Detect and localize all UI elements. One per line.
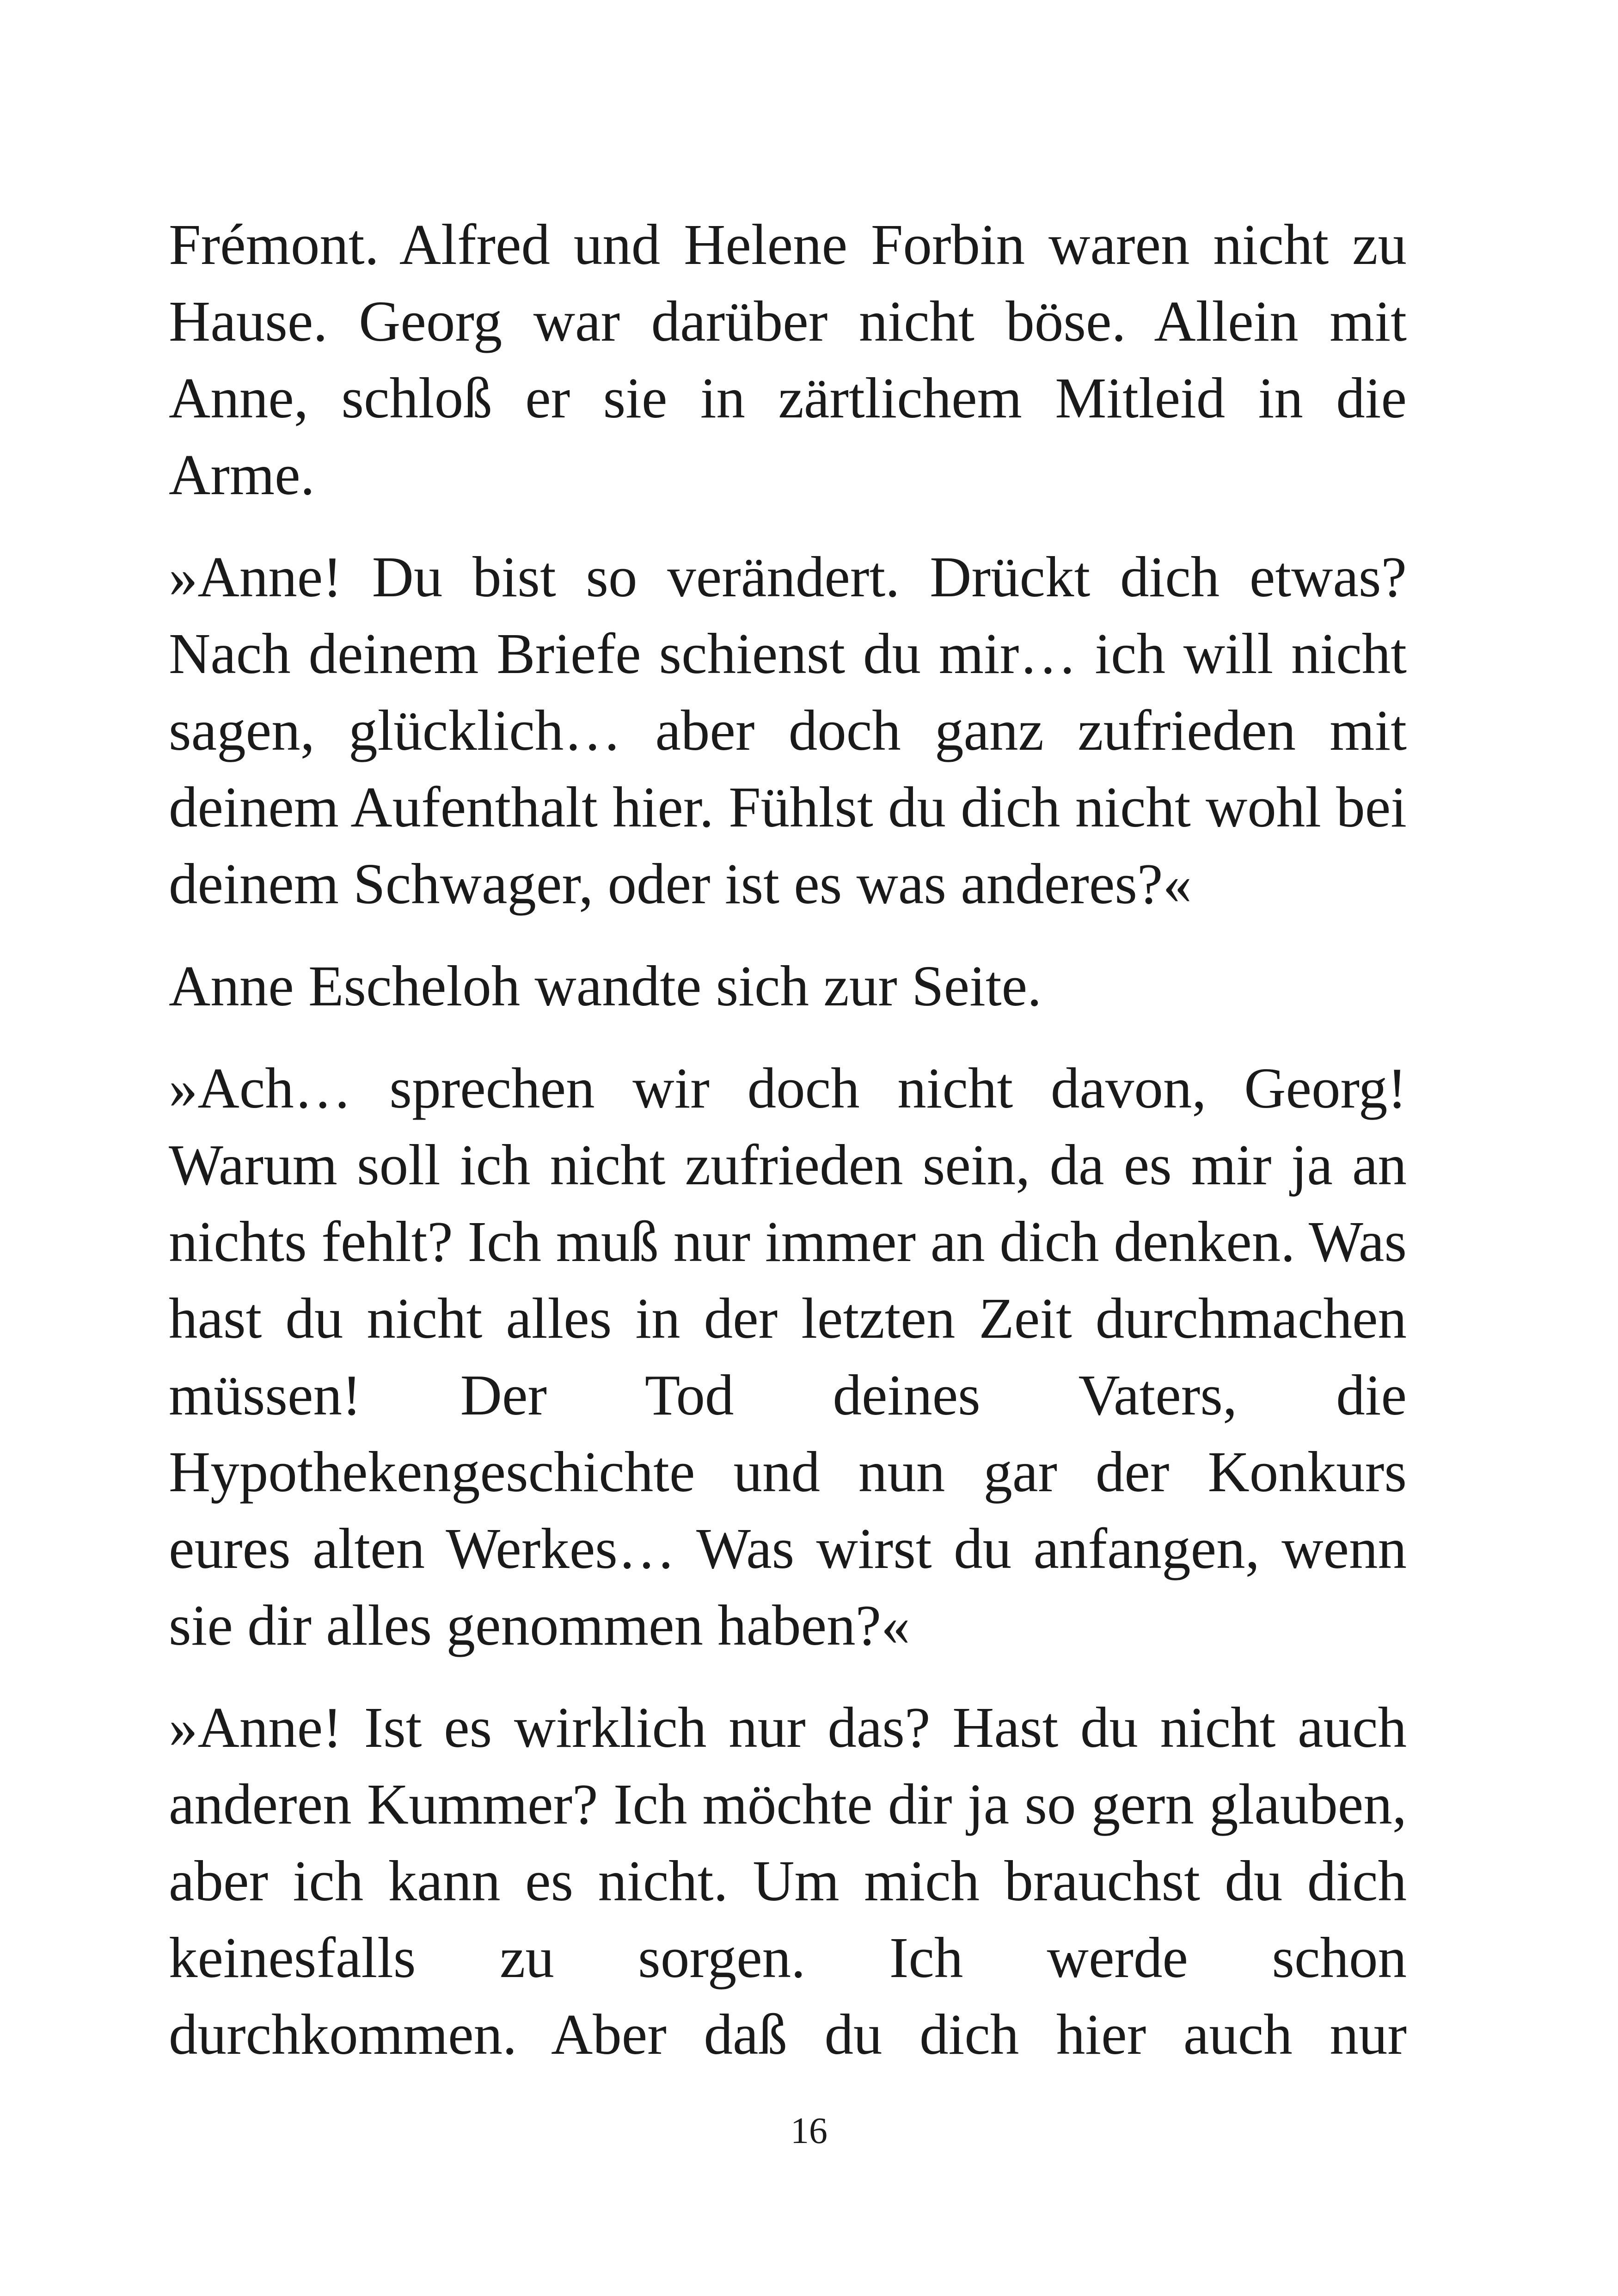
paragraph-4: »Ach… sprechen wir doch nicht davon, Georg! Warum soll ich nicht zufrieden sein, da es mir ja an nichts fehlt? Ich muß nur immer an dich denken. Was hast du nicht alles in der letzten Zeit durchmachen müssen! Der Tod deines Vaters, die Hypothekengeschichte und nun gar der Konkurs eures alten Werkes… Was wirst du anfangen, wenn sie dir alles genommen haben?« bbox=[169, 1057, 1407, 1658]
paragraph-3: Anne Escheloh wandte sich zur Seite. bbox=[169, 955, 1042, 1018]
paragraph-5: »Anne! Ist es wirklich nur das? Hast du nicht auch anderen Kummer? Ich möchte dir ja so gern glauben, aber ich kann es nicht. Um mich brauchst du dich keinesfalls zu sorgen. Ich werde schon durchkommen. Aber daß du dich hier auch nur bbox=[169, 1696, 1407, 2067]
body-text bbox=[169, 207, 1407, 2073]
paragraph-1: Frémont. Alfred und Helene Forbin waren nicht zu Hause. Georg war darüber nicht böse. Allein mit Anne, schloß er sie in zärtlichem Mitleid in die Arme. bbox=[169, 213, 1407, 507]
paragraph-2: »Anne! Du bist so verändert. Drückt dich etwas? Nach deinem Briefe schienst du mir… ich will nicht sagen, glücklich… aber doch ganz zufrieden mit deinem Aufenthalt hier. Fühlst du dich nicht wohl bei deinem Schwager, oder ist es was anderes?« bbox=[169, 545, 1407, 916]
page-number: 16 bbox=[791, 2111, 827, 2151]
